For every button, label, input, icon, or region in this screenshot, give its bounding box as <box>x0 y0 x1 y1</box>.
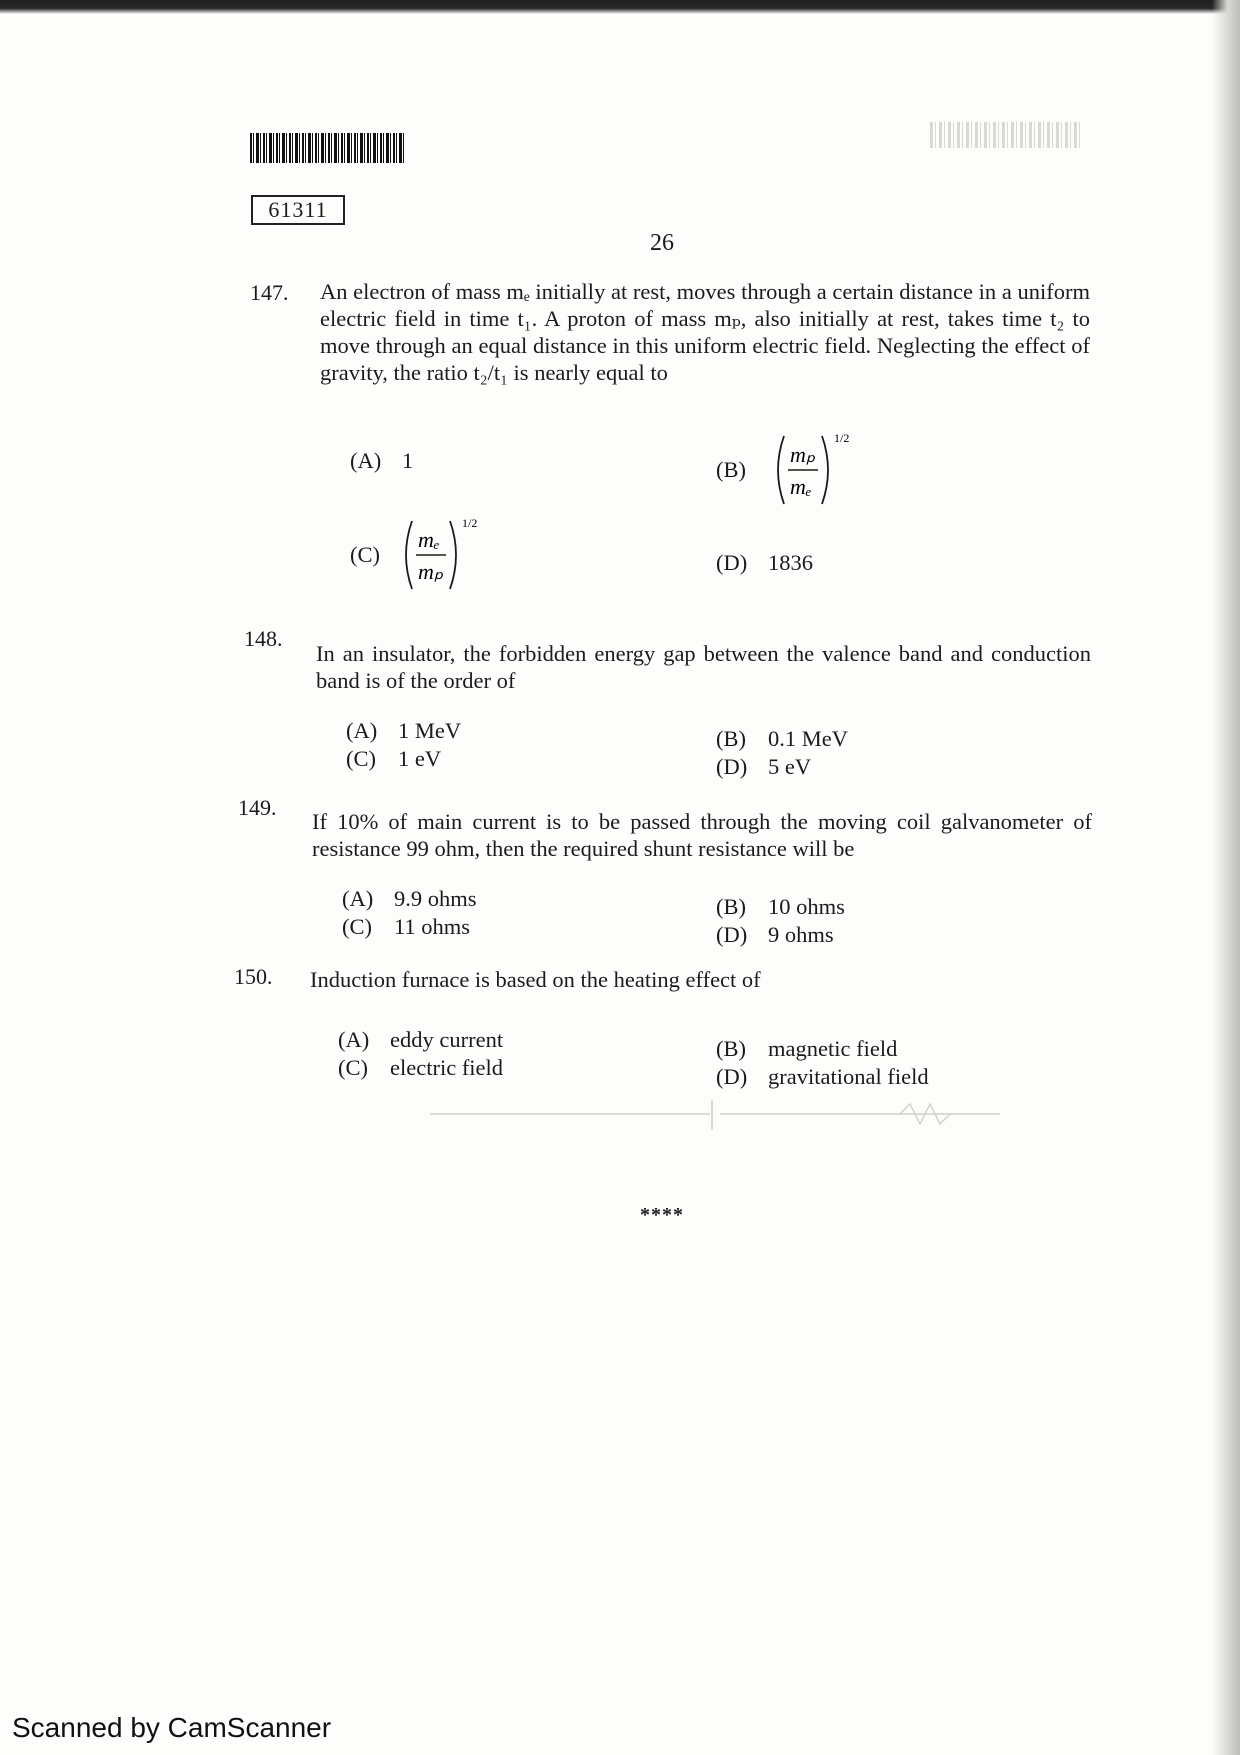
option-a <box>342 886 477 912</box>
option-b <box>716 1036 897 1062</box>
option-text: 1 eV <box>398 746 442 771</box>
option-d <box>716 922 834 948</box>
fraction-exponent: 1/2 <box>834 431 850 445</box>
fraction-numerator: mₑ <box>418 527 440 552</box>
option-c <box>338 1055 503 1081</box>
option-text: electric field <box>390 1055 504 1080</box>
option-letter: (B) <box>716 726 746 751</box>
option-a <box>338 1027 503 1053</box>
option-b-fraction <box>770 428 850 512</box>
option-text: 1 <box>402 448 414 473</box>
left-paren <box>406 521 412 589</box>
option-c <box>350 542 402 568</box>
question-text: An electron of mass mₑ initially at rest, moves through a certain distance in a uniform electric field in time t₁. A proton of mass mₚ, also initially at rest, takes time t₂ to move through an equal distance in this uniform electric field. Neglecting the effect of gravity, the ratio t₂/t₁ is nearly equal to <box>320 279 1090 385</box>
scan-top-edge-shadow <box>0 0 1240 14</box>
option-d <box>716 1064 929 1090</box>
bleed-through-circuit <box>420 1100 1020 1170</box>
question-number: 149. <box>238 795 277 820</box>
option-b <box>716 457 768 483</box>
option-letter: (A) <box>346 718 378 743</box>
fraction-denominator: mₚ <box>418 559 444 584</box>
page-number: 26 <box>650 230 674 256</box>
option-letter: (D) <box>716 922 748 947</box>
question-text: In an insulator, the forbidden energy gap between the valence band and conduction band is of the order of <box>316 641 1091 693</box>
left-paren <box>778 436 784 504</box>
question-number: 147. <box>250 280 289 305</box>
scanner-watermark: Scanned by CamScanner <box>12 1712 332 1743</box>
option-letter: (B) <box>716 894 746 919</box>
option-a <box>346 718 461 744</box>
option-letter: (C) <box>346 746 376 771</box>
fraction-exponent: 1/2 <box>462 516 478 530</box>
option-letter: (A) <box>342 886 374 911</box>
option-a <box>350 448 413 474</box>
question-text: Induction furnace is based on the heating effect of <box>310 967 761 992</box>
option-text: gravitational field <box>768 1064 929 1089</box>
option-text: eddy current <box>390 1027 504 1052</box>
question-number: 150. <box>234 964 273 989</box>
option-text: magnetic field <box>768 1036 898 1061</box>
fraction-numerator: mₚ <box>790 442 816 467</box>
right-paren <box>450 521 456 589</box>
paper-code-box: 61311 <box>251 195 345 225</box>
barcode-bleed-through <box>930 122 1080 148</box>
option-text: 10 ohms <box>768 894 845 919</box>
option-letter: (B) <box>716 457 746 482</box>
option-letter: (C) <box>338 1055 368 1080</box>
question-text: If 10% of main current is to be passed through the moving coil galvanometer of resistance 99 ohm, then the required shunt resistance will be <box>312 809 1092 861</box>
option-letter: (B) <box>716 1036 746 1061</box>
option-text: 1836 <box>768 550 813 575</box>
option-b <box>716 894 845 920</box>
question-number: 148. <box>244 626 283 651</box>
option-letter: (D) <box>716 1064 748 1089</box>
end-of-paper-marker: **** <box>640 1204 684 1226</box>
scan-right-edge-shadow <box>1212 0 1240 1755</box>
option-letter: (A) <box>350 448 382 473</box>
option-c-fraction <box>398 513 478 597</box>
barcode <box>250 133 406 163</box>
option-text: 0.1 MeV <box>768 726 848 751</box>
option-letter: (D) <box>716 754 748 779</box>
option-d <box>716 550 813 576</box>
option-text: 11 ohms <box>394 914 471 939</box>
option-text: 9.9 ohms <box>394 886 477 911</box>
right-paren <box>822 436 828 504</box>
option-c <box>346 746 441 772</box>
option-b <box>716 726 848 752</box>
option-text: 9 ohms <box>768 922 834 947</box>
fraction-denominator: mₑ <box>790 474 812 499</box>
option-text: 5 eV <box>768 754 812 779</box>
option-c <box>342 914 470 940</box>
option-letter: (C) <box>350 542 380 567</box>
option-letter: (C) <box>342 914 372 939</box>
option-text: 1 MeV <box>398 718 462 743</box>
option-letter: (A) <box>338 1027 370 1052</box>
option-d <box>716 754 811 780</box>
option-letter: (D) <box>716 550 748 575</box>
